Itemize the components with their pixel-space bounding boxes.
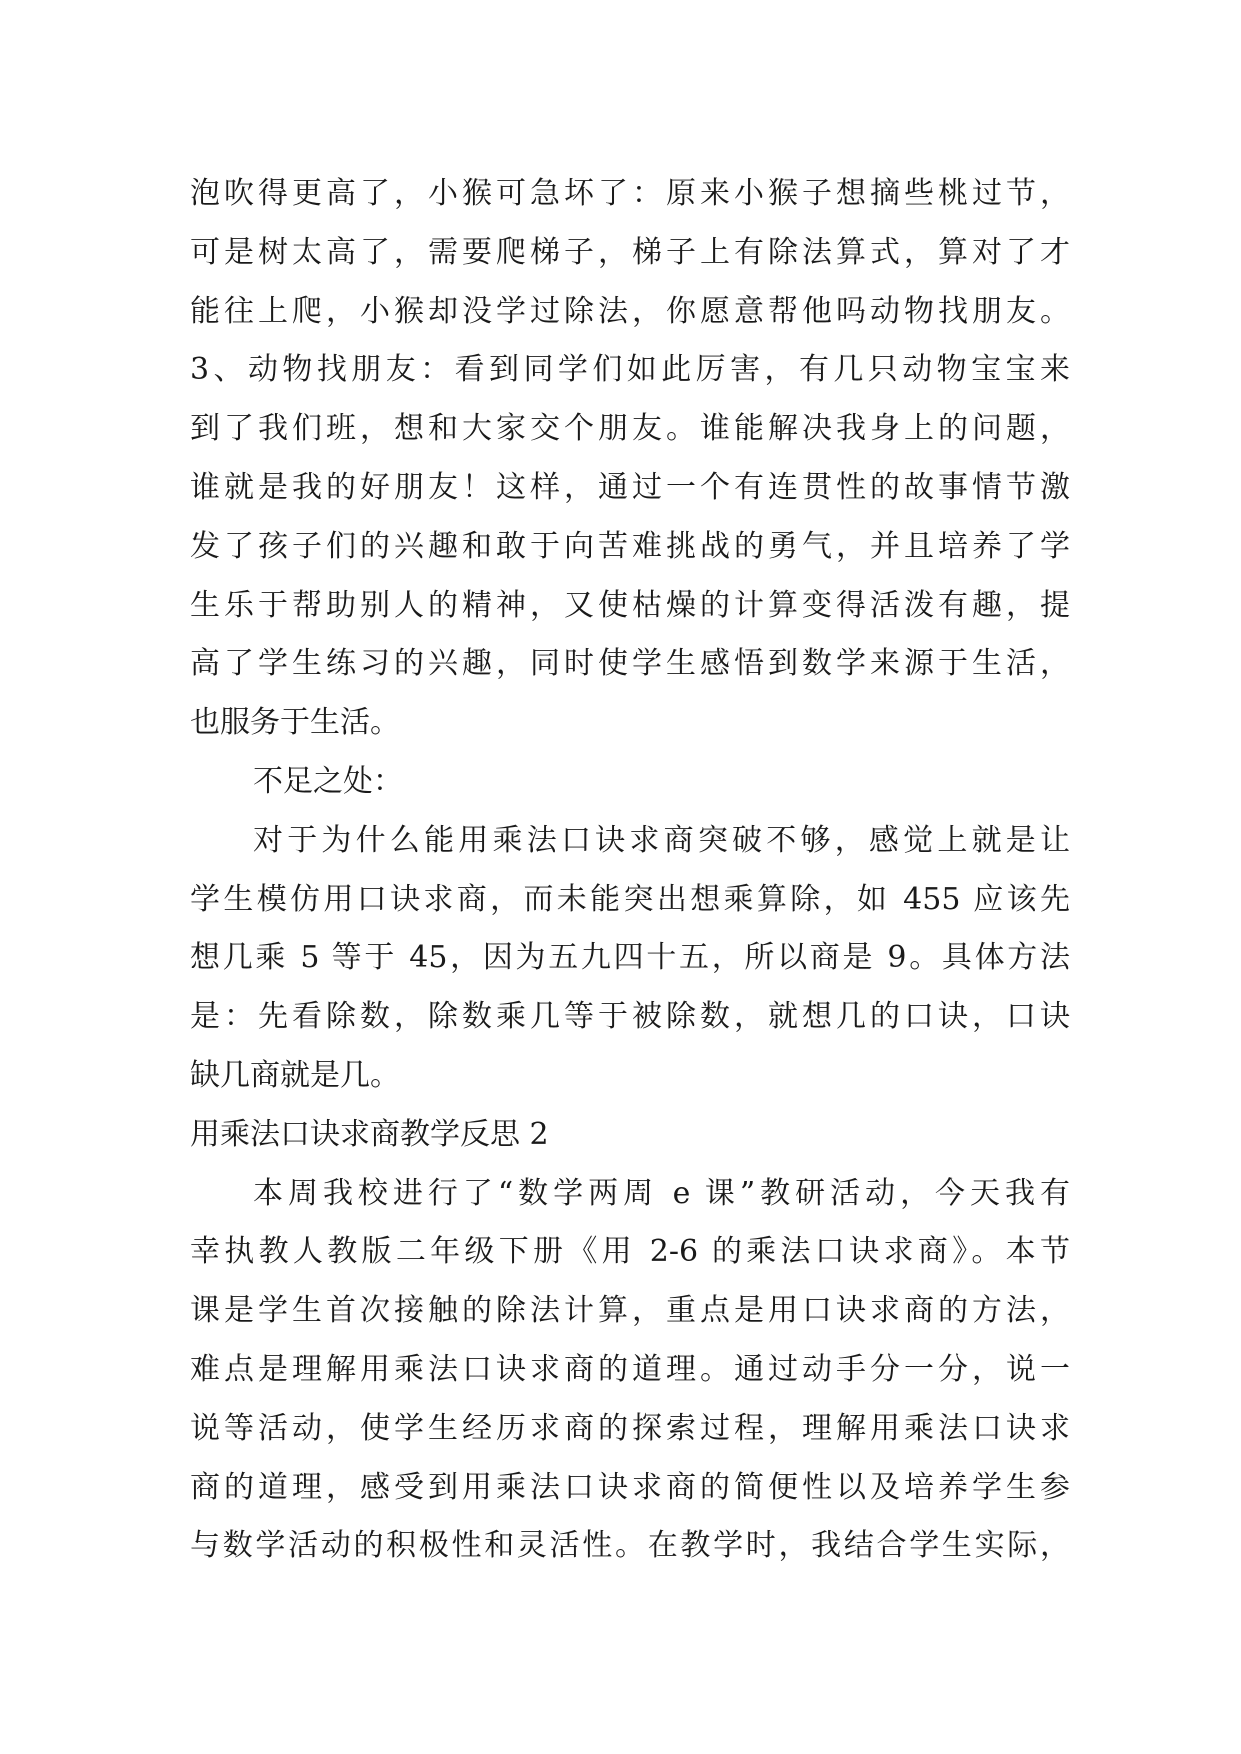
- text-line: 难点是理解用乘法口诀求商的道理。通过动手分一分，说一: [190, 1351, 1070, 1387]
- text-line: 是：先看除数，除数乘几等于被除数，就想几的口诀，口诀: [190, 999, 1070, 1035]
- document-page: [190, 165, 1070, 1576]
- text-line: 高了学生练习的兴趣，同时使学生感悟到数学来源于生活，: [190, 646, 1070, 682]
- document-title: 用乘法口诀求商教学反思 2: [190, 1116, 549, 1152]
- text-line: 发了孩子们的兴趣和敢于向苦难挑战的勇气，并且培养了学: [190, 528, 1070, 564]
- text-line: 泡吹得更高了，小猴可急坏了：原来小猴子想摘些桃过节，: [190, 176, 1070, 211]
- text-line: 与数学活动的积极性和灵活性。在教学时，我结合学生实际，: [190, 1528, 1070, 1564]
- section-heading: 不足之处：: [253, 763, 403, 799]
- text-line: 到了我们班，想和大家交个朋友。谁能解决我身上的问题，: [190, 411, 1070, 447]
- text-line: 对于为什么能用乘法口诀求商突破不够，感觉上就是让: [253, 822, 1070, 858]
- text-line: 缺几商就是几。: [190, 1057, 400, 1093]
- text-line: 学生模仿用口诀求商，而未能突出想乘算除，如 455 应该先: [190, 881, 1070, 917]
- text-line: 能往上爬，小猴却没学过除法，你愿意帮他吗动物找朋友。: [190, 293, 1070, 329]
- text-line: 谁就是我的好朋友！这样，通过一个有连贯性的故事情节激: [190, 469, 1070, 505]
- text-line: 课是学生首次接触的除法计算，重点是用口诀求商的方法，: [190, 1293, 1070, 1329]
- text-line: 说等活动，使学生经历求商的探索过程，理解用乘法口诀求: [190, 1410, 1070, 1446]
- text-line: 想几乘 5 等于 45，因为五九四十五，所以商是 9。具体方法: [190, 940, 1070, 976]
- text-line: 也服务于生活。: [190, 705, 400, 741]
- text-line: 生乐于帮助别人的精神，又使枯燥的计算变得活泼有趣，提: [190, 587, 1070, 623]
- text-line: 本周我校进行了“数学两周 e 课”教研活动，今天我有: [253, 1175, 1070, 1211]
- text-line: 可是树太高了，需要爬梯子，梯子上有除法算式，算对了才: [190, 234, 1070, 270]
- text-line: 幸执教人教版二年级下册《用 2-6 的乘法口诀求商》。本节: [190, 1234, 1070, 1270]
- text-line: 商的道理，感受到用乘法口诀求商的简便性以及培养学生参: [190, 1469, 1070, 1505]
- text-line: 3、动物找朋友：看到同学们如此厉害，有几只动物宝宝来: [190, 352, 1070, 388]
